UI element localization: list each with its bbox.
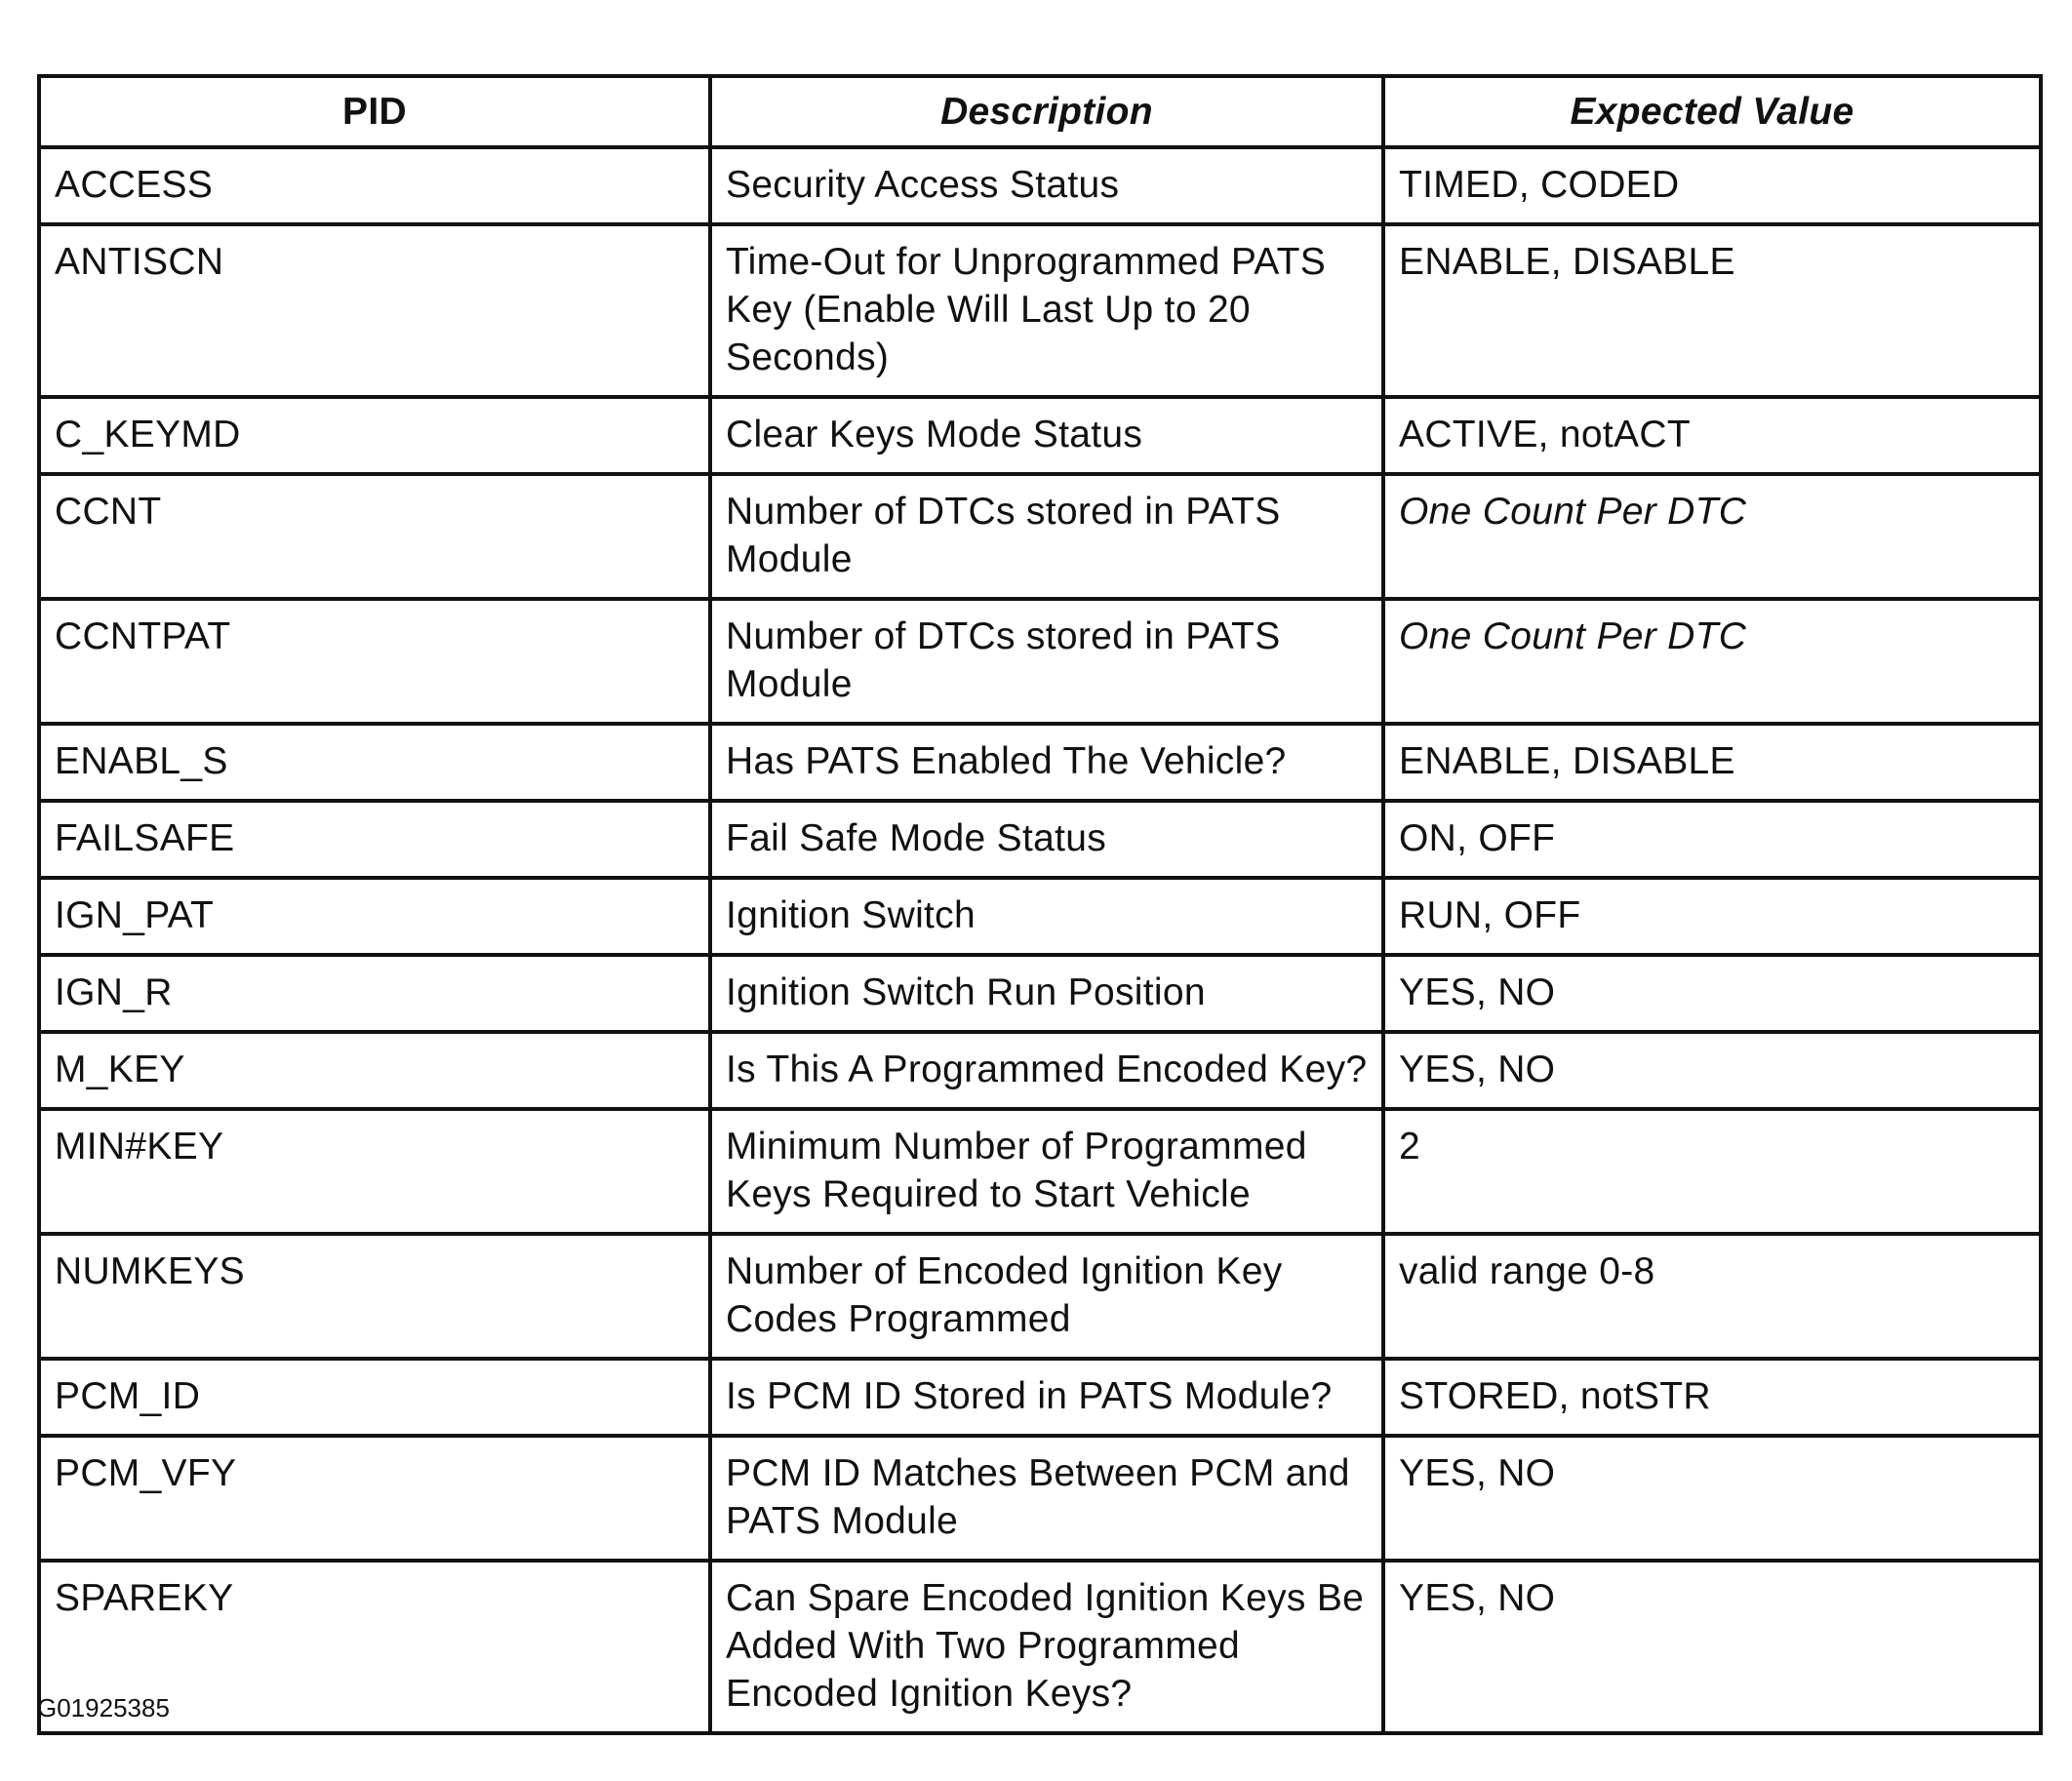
description-cell: Security Access Status bbox=[710, 147, 1383, 224]
description-cell: Can Spare Encoded Ignition Keys Be Added With Two Programmed Encoded Ignition Keys? bbox=[710, 1561, 1383, 1733]
pid-cell: IGN_PAT bbox=[39, 878, 710, 955]
pid-cell: M_KEY bbox=[39, 1032, 710, 1109]
expected-value-cell: YES, NO bbox=[1383, 1032, 2041, 1109]
figure-id: G01925385 bbox=[37, 1693, 170, 1722]
table-row bbox=[39, 1561, 2041, 1733]
expected-value-cell: YES, NO bbox=[1383, 1436, 2041, 1561]
table-row bbox=[39, 1436, 2041, 1561]
table-row bbox=[39, 878, 2041, 955]
pid-cell: IGN_R bbox=[39, 955, 710, 1032]
table-row bbox=[39, 801, 2041, 878]
pid-cell: PCM_VFY bbox=[39, 1436, 710, 1561]
description-cell: Fail Safe Mode Status bbox=[710, 801, 1383, 878]
expected-value-cell: ON, OFF bbox=[1383, 801, 2041, 878]
header-expected-value: Expected Value bbox=[1383, 76, 2041, 147]
table-row bbox=[39, 474, 2041, 599]
pid-cell: PCM_ID bbox=[39, 1359, 710, 1436]
description-cell: Is This A Programmed Encoded Key? bbox=[710, 1032, 1383, 1109]
table-row bbox=[39, 224, 2041, 397]
pid-cell: C_KEYMD bbox=[39, 397, 710, 474]
description-cell: Is PCM ID Stored in PATS Module? bbox=[710, 1359, 1383, 1436]
description-cell: Time-Out for Unprogrammed PATS Key (Enable Will Last Up to 20 Seconds) bbox=[710, 224, 1383, 397]
expected-value-cell: RUN, OFF bbox=[1383, 878, 2041, 955]
pid-cell: FAILSAFE bbox=[39, 801, 710, 878]
description-cell: Has PATS Enabled The Vehicle? bbox=[710, 724, 1383, 801]
table-row bbox=[39, 397, 2041, 474]
description-cell: Ignition Switch Run Position bbox=[710, 955, 1383, 1032]
description-cell: PCM ID Matches Between PCM and PATS Module bbox=[710, 1436, 1383, 1561]
expected-value-cell: One Count Per DTC bbox=[1383, 599, 2041, 724]
pid-cell: MIN#KEY bbox=[39, 1109, 710, 1234]
table-row bbox=[39, 955, 2041, 1032]
header-description: Description bbox=[710, 76, 1383, 147]
table-row bbox=[39, 147, 2041, 224]
description-cell: Number of DTCs stored in PATS Module bbox=[710, 599, 1383, 724]
expected-value-cell: YES, NO bbox=[1383, 1561, 2041, 1733]
expected-value-cell: ENABLE, DISABLE bbox=[1383, 724, 2041, 801]
expected-value-cell: ACTIVE, notACT bbox=[1383, 397, 2041, 474]
pid-cell: SPAREKY bbox=[39, 1561, 710, 1733]
table-row bbox=[39, 724, 2041, 801]
pid-cell: NUMKEYS bbox=[39, 1234, 710, 1359]
expected-value-cell: TIMED, CODED bbox=[1383, 147, 2041, 224]
pid-cell: ANTISCN bbox=[39, 224, 710, 397]
description-cell: Number of DTCs stored in PATS Module bbox=[710, 474, 1383, 599]
description-cell: Ignition Switch bbox=[710, 878, 1383, 955]
description-cell: Clear Keys Mode Status bbox=[710, 397, 1383, 474]
expected-value-cell: One Count Per DTC bbox=[1383, 474, 2041, 599]
expected-value-cell: STORED, notSTR bbox=[1383, 1359, 2041, 1436]
table-row bbox=[39, 1359, 2041, 1436]
expected-value-cell: 2 bbox=[1383, 1109, 2041, 1234]
table-row bbox=[39, 1234, 2041, 1359]
pid-cell: CCNTPAT bbox=[39, 599, 710, 724]
pid-table-container bbox=[37, 74, 2039, 1735]
table-row bbox=[39, 1032, 2041, 1109]
table-row bbox=[39, 599, 2041, 724]
expected-value-cell: valid range 0-8 bbox=[1383, 1234, 2041, 1359]
header-pid: PID bbox=[39, 76, 710, 147]
description-cell: Number of Encoded Ignition Key Codes Programmed bbox=[710, 1234, 1383, 1359]
pid-table bbox=[37, 74, 2043, 1735]
expected-value-cell: YES, NO bbox=[1383, 955, 2041, 1032]
pid-cell: CCNT bbox=[39, 474, 710, 599]
description-cell: Minimum Number of Programmed Keys Required to Start Vehicle bbox=[710, 1109, 1383, 1234]
pid-cell: ENABL_S bbox=[39, 724, 710, 801]
expected-value-cell: ENABLE, DISABLE bbox=[1383, 224, 2041, 397]
table-row bbox=[39, 1109, 2041, 1234]
pid-cell: ACCESS bbox=[39, 147, 710, 224]
table-header-row bbox=[39, 76, 2041, 147]
